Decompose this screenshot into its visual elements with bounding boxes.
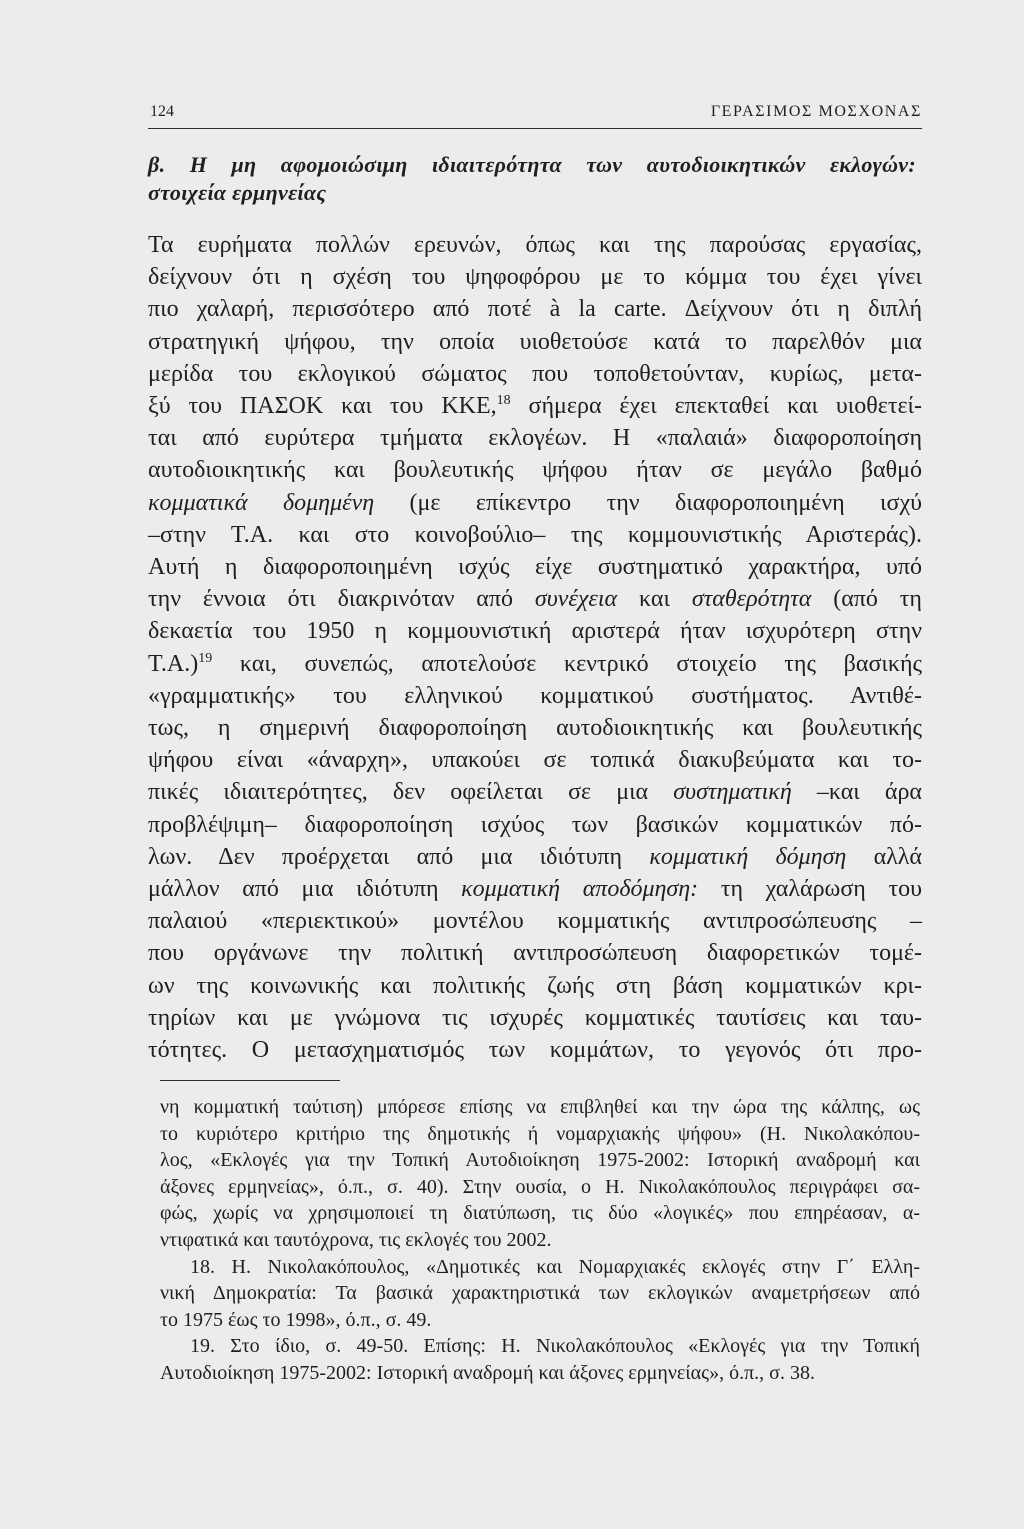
- line-segment: σήμερα έχει επεκταθεί και υιοθετεί-: [510, 393, 922, 420]
- body-line: στρατηγική ψήφου, την οποία υιοθετούσε κατά το παρελθόν μια: [148, 328, 922, 355]
- line-segment: και: [617, 586, 692, 613]
- footnote-18: [160, 1254, 920, 1334]
- footnote-line: νική Δημοκρατία: Τα βασικά χαρακτηριστικά των εκλογικών αναμετρήσεων από: [160, 1282, 920, 1305]
- running-header: [148, 100, 922, 124]
- body-line: δεκαετία του 1950 η κομμουνιστική αριστερά ήταν ισχυρότερη στην: [148, 618, 922, 645]
- line-segment: αλλά: [846, 843, 923, 870]
- body-line: [148, 873, 922, 905]
- footnote-line: το 1975 έως το 1998», ό.π., σ. 49.: [160, 1308, 432, 1331]
- footnote-line: 19. Στο ίδιο, σ. 49-50. Επίσης: Η. Νικολακόπουλος «Εκλογές για την Τοπική: [190, 1335, 920, 1358]
- line-segment: πικές ιδιαιτερότητες, δεν οφείλεται σε μια: [148, 779, 674, 806]
- emphasis-text: συνέχεια: [534, 586, 618, 613]
- body-line: δείχνουν ότι η σχέση του ψηφοφόρου με το κόμμα του έχει γίνει: [148, 264, 922, 291]
- footnote-line: το κυριότερο κριτήριο της δημοτικής ή νομαρχιακής ψήφου» (Η. Νικολακόπου-: [160, 1122, 920, 1145]
- line-segment: ξύ του ΠΑΣΟΚ και του ΚΚΕ,: [148, 393, 497, 420]
- emphasis-text: σταθερότητα: [691, 586, 812, 613]
- line-segment: μάλλον από μια ιδιότυπη: [148, 876, 462, 903]
- body-line: Αυτή η διαφοροποιημένη ισχύς είχε συστηματικό χαρακτήρα, υπό: [148, 554, 922, 581]
- page-number: 124: [150, 103, 174, 120]
- footnote-line: Αυτοδιοίκηση 1975-2002: Ιστορική αναδρομή και άξονες ερμηνείας», ό.π., σ. 38.: [160, 1361, 815, 1384]
- body-line: προβλέψιμη– διαφοροποίηση ισχύος των βασικών κομματικών πό-: [148, 811, 922, 838]
- body-line: [148, 648, 922, 680]
- line-segment: τη χαλάρωση του: [698, 876, 922, 903]
- body-line: [148, 776, 922, 808]
- body-line: πιο χαλαρή, περισσότερο από ποτέ à la carte. Δείχνουν ότι η διπλή: [148, 296, 922, 323]
- footnote-line: 18. Η. Νικολακόπουλος, «Δημοτικές και Νομαρχιακές εκλογές στην Γ΄ Ελλη-: [190, 1255, 920, 1278]
- body-line: μερίδα του εκλογικού σώματος που τοποθετούνταν, κυρίως, μετα-: [148, 360, 922, 387]
- footnote-line: άξονες ερμηνείας», ό.π., σ. 40). Στην ουσία, ο Η. Νικολακόπουλος περιγράφει σα-: [160, 1175, 920, 1198]
- line-segment: (από τη: [811, 586, 922, 613]
- running-title: ΓΕΡΑΣΙΜΟΣ ΜΟΣΧΟΝΑΣ: [710, 103, 922, 120]
- body-line: [148, 583, 922, 615]
- body-line: που οργάνωνε την πολιτική αντιπροσώπευση διαφορετικών τομέ-: [148, 940, 922, 967]
- footnote-line: φώς, χωρίς να χρησιμοποιεί τη διατύπωση, τις δύο «λογικές» που επηρέασαν, α-: [160, 1202, 920, 1225]
- footnote-reference-18: 18: [496, 393, 511, 409]
- body-line: αυτοδιοικητικής και βουλευτικής ψήφου ήταν σε μεγάλο βαθμό: [148, 457, 922, 484]
- body-line: τηρίων και με γνώμονα τις ισχυρές κομματικές ταυτίσεις και ταυ-: [148, 1004, 922, 1031]
- body-line: [148, 841, 922, 873]
- body-line: παλαιού «περιεκτικού» μοντέλου κομματικής αντιπροσώπευσης –: [148, 908, 922, 935]
- header-rule: [148, 128, 922, 129]
- heading-line: β. Η μη αφομοιώσιμη ιδιαιτερότητα των αυτοδιοικητικών εκλογών:: [148, 152, 916, 177]
- heading-line: στοιχεία ερμηνείας: [148, 180, 327, 205]
- body-text: [148, 229, 922, 1066]
- line-segment: –και άρα: [791, 779, 922, 806]
- footnote-line: λος, «Εκλογές για την Τοπική Αυτοδιοίκηση 1975-2002: Ιστορική αναδρομή και: [160, 1149, 920, 1172]
- emphasis-text: κομματικά δομημένη: [148, 489, 375, 516]
- line-segment: Τ.Α.): [148, 650, 199, 677]
- emphasis-text: κομματική αποδόμηση:: [461, 876, 699, 903]
- body-line: ψήφου είναι «άναρχη», υπακούει σε τοπικά διακυβεύματα και το-: [148, 747, 922, 774]
- line-segment: και, συνεπώς, αποτελούσε κεντρικό στοιχείο της βασικής: [212, 650, 922, 677]
- body-line: [148, 390, 922, 422]
- emphasis-text: συστηματική: [673, 779, 792, 806]
- footnote-continued: [160, 1094, 920, 1254]
- line-segment: την έννοια ότι διακρινόταν από: [148, 586, 535, 613]
- footnotes: [160, 1094, 920, 1387]
- section-heading: [148, 151, 916, 207]
- body-line: ων της κοινωνικής και πολιτικής ζωής στη βάση κομματικών κρι-: [148, 972, 922, 999]
- footnote-rule: [160, 1080, 340, 1081]
- footnote-19: [160, 1333, 920, 1386]
- footnote-line: νη κομματική ταύτιση) μπόρεσε επίσης να επιβληθεί και την ώρα της κάλπης, ως: [160, 1096, 920, 1118]
- footnote-line: ντιφατικά και ταυτόχρονα, τις εκλογές του 2002.: [160, 1228, 552, 1251]
- body-line: «γραμματικής» του ελληνικού κομματικού συστήματος. Αντιθέ-: [148, 682, 922, 709]
- line-segment: λων. Δεν προέρχεται από μια ιδιότυπη: [148, 843, 650, 870]
- body-line: ται από ευρύτερα τμήματα εκλογέων. Η «παλαιά» διαφοροποίηση: [148, 425, 922, 452]
- body-line: [148, 487, 922, 519]
- body-line: τως, η σημερινή διαφοροποίηση αυτοδιοικητικής και βουλευτικής: [148, 715, 922, 742]
- body-line: Τα ευρήματα πολλών ερευνών, όπως και της παρούσας εργασίας,: [148, 232, 922, 258]
- emphasis-text: κομματική δόμηση: [649, 843, 847, 870]
- footnote-reference-19: 19: [198, 650, 213, 666]
- line-segment: (με επίκεντρο την διαφοροποιημένη ισχύ: [374, 489, 922, 516]
- body-line: –στην Τ.Α. και στο κοινοβούλιο– της κομμουνιστικής Αριστεράς).: [148, 521, 922, 548]
- body-line: τότητες. Ο μετασχηματισμός των κομμάτων, το γεγονός ότι προ-: [148, 1037, 922, 1064]
